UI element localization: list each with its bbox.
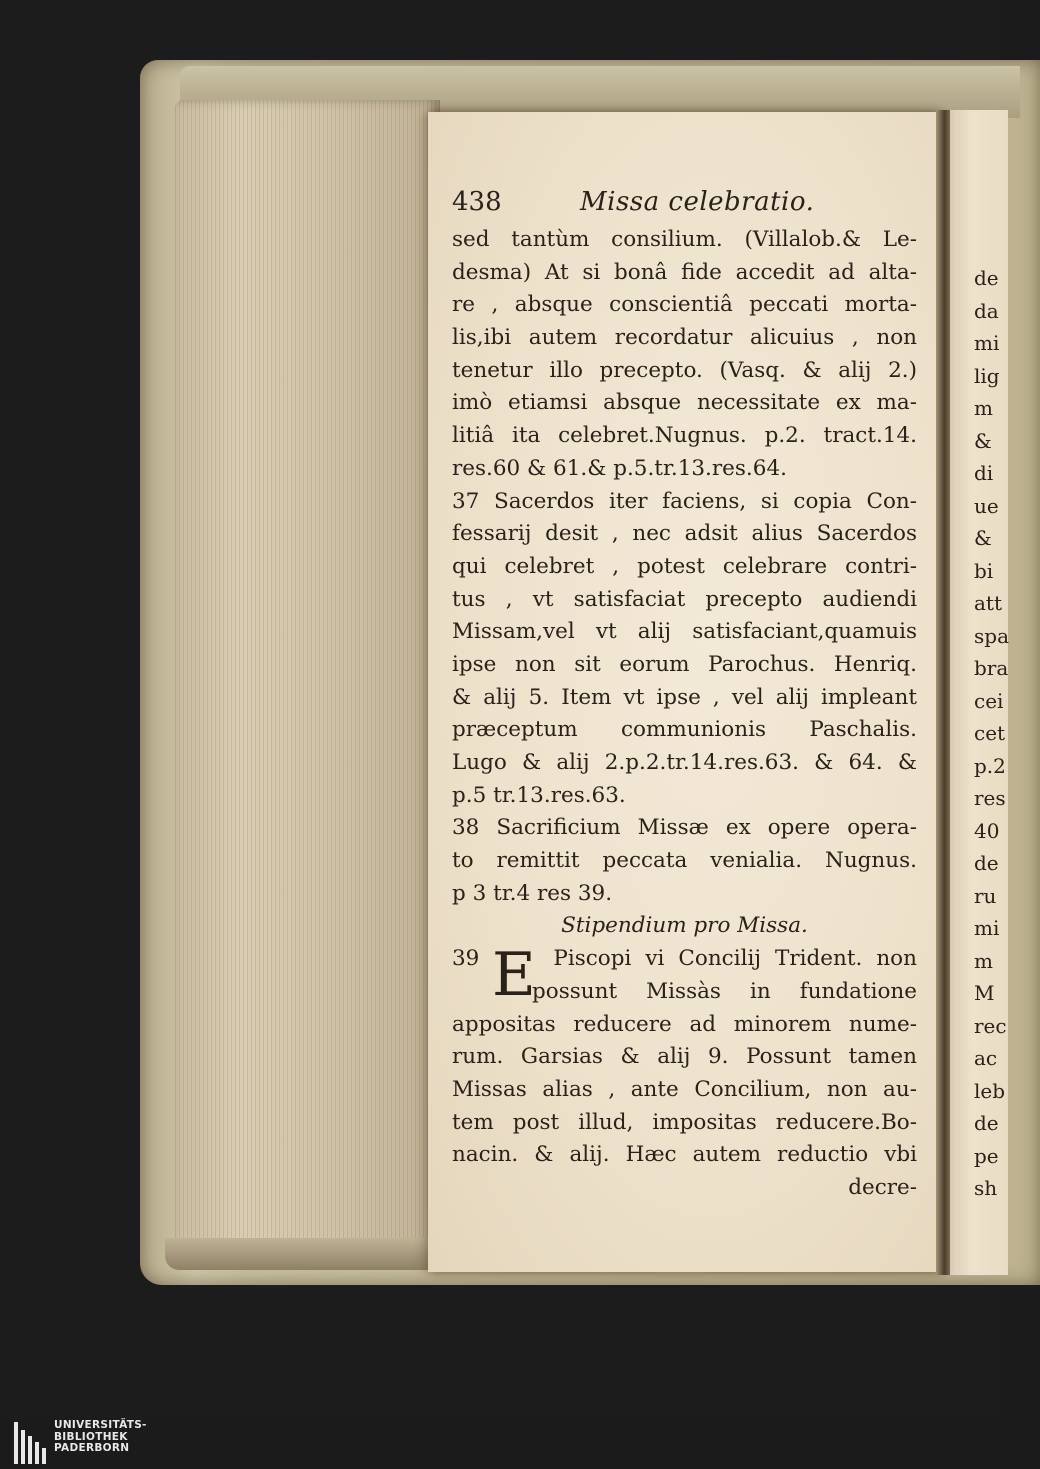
facing-page-fragment: spa bbox=[974, 623, 1009, 648]
facing-page-fragment: da bbox=[974, 298, 999, 323]
text-line: res.60 & 61.& p.5.tr.13.res.64. bbox=[452, 455, 787, 481]
text-line: Missam,vel vt alij satisfaciant,quamuis bbox=[452, 619, 917, 645]
text-line: Lugo & alij 2.p.2.tr.14.res.63. & 64. & bbox=[452, 750, 917, 775]
facing-page-fragment: de bbox=[974, 1111, 999, 1135]
facing-page-fragment: cet bbox=[974, 721, 1006, 745]
facing-page-fragment: mi bbox=[974, 916, 1000, 940]
logo-line-2: BIBLIOTHEK bbox=[54, 1430, 128, 1443]
section-heading: Stipendium pro Missa. bbox=[561, 913, 808, 939]
facing-page-fragment: bra bbox=[974, 656, 1009, 680]
text-block-1 bbox=[452, 224, 917, 910]
facing-page-fragment: sh bbox=[974, 1176, 998, 1200]
text-line: re , absque conscientiâ peccati morta- bbox=[452, 292, 917, 318]
facing-page-fragment: bi bbox=[974, 558, 994, 583]
facing-page-fragment: de bbox=[974, 851, 999, 875]
page-block-edge bbox=[175, 100, 440, 1265]
facing-page-fragment: mi bbox=[974, 331, 1000, 355]
facing-page-text bbox=[974, 262, 1009, 1205]
facing-page-fragment: cei bbox=[974, 688, 1004, 713]
text-line: tem post illud, impositas reducere.Bo- bbox=[452, 1109, 917, 1135]
running-title: Missa celebratio. bbox=[580, 187, 815, 217]
text-line-content: Piscopi vi Concilij Trident. non bbox=[553, 946, 917, 972]
text-line: sed tantùm consilium. (Villalob.& Le- bbox=[452, 227, 917, 252]
facing-page-fragment: & bbox=[974, 526, 992, 550]
facing-page-fragment: rec bbox=[974, 1013, 1007, 1038]
facing-page-fragment: ac bbox=[974, 1046, 998, 1070]
facing-page-fragment: di bbox=[974, 461, 994, 485]
facing-page-fragment: leb bbox=[974, 1078, 1006, 1103]
book-gutter bbox=[936, 110, 950, 1275]
text-line: 37 Sacerdos iter faciens, si copia Con- bbox=[452, 488, 917, 514]
text-line: rum. Garsias & alij 9. Possunt tamen bbox=[452, 1044, 917, 1070]
drop-cap: E bbox=[492, 940, 536, 1011]
text-line: p 3 tr.4 res 39. bbox=[452, 880, 613, 906]
facing-page-fragment: p.2 bbox=[974, 753, 1006, 778]
facing-page-fragment: M bbox=[974, 981, 995, 1005]
text-line: appositas reducere ad minorem nume- bbox=[452, 1011, 917, 1037]
page-block-bottom bbox=[165, 1238, 445, 1270]
text-line: desma) At si bonâ fide accedit ad alta- bbox=[452, 259, 917, 285]
facing-page-fragment: & bbox=[974, 428, 992, 453]
text-line: & alij 5. Item vt ipse , vel alij impleant bbox=[452, 684, 917, 710]
text-line: litiâ ita celebret.Nugnus. p.2. tract.14. bbox=[452, 423, 917, 449]
text-line: to remittit peccata venialia. Nugnus. bbox=[452, 848, 917, 874]
text-line: tenetur illo precepto. (Vasq. & alij 2.) bbox=[452, 357, 917, 383]
text-line: 38 Sacrificium Missæ ex opere opera- bbox=[452, 815, 917, 841]
library-logo-icon bbox=[14, 1422, 48, 1464]
logo-line-3: PADERBORN bbox=[54, 1442, 130, 1454]
text-line: ipse non sit eorum Parochus. Henriq. bbox=[452, 651, 917, 677]
paragraph-39 bbox=[452, 940, 917, 1172]
text-line: qui celebret , potest celebrare contri- bbox=[452, 553, 917, 579]
facing-page-fragment: lig bbox=[974, 363, 1000, 388]
text-line: imò etiamsi absque necessitate ex ma- bbox=[452, 390, 917, 416]
facing-page-fragment: pe bbox=[974, 1143, 999, 1168]
library-logo-text bbox=[54, 1420, 147, 1455]
catchword: decre- bbox=[848, 1174, 917, 1200]
running-header bbox=[452, 180, 917, 224]
text-line: fessarij desit , nec adsit alius Sacerdos bbox=[452, 521, 917, 547]
facing-page-fragment: de bbox=[974, 266, 999, 290]
logo-line-1: UNIVERSITÄTS- bbox=[54, 1419, 147, 1431]
facing-page-fragment: res bbox=[974, 786, 1006, 810]
logo-bar bbox=[0, 1418, 1000, 1469]
text-line: tus , vt satisfaciat precepto audiendi bbox=[452, 586, 917, 612]
page-text bbox=[452, 180, 917, 1205]
text-block-2 bbox=[452, 1009, 917, 1172]
text-line: Missas alias , ante Concilium, non au- bbox=[452, 1076, 917, 1102]
facing-page-fragment: ru bbox=[974, 883, 997, 908]
text-line: lis,ibi autem recordatur alicuius , non bbox=[452, 325, 917, 351]
facing-page-fragment: 40 bbox=[974, 818, 1000, 843]
paragraph-number: 39 bbox=[452, 946, 480, 972]
text-line: p.5 tr.13.res.63. bbox=[452, 782, 626, 808]
facing-page-fragment: ue bbox=[974, 493, 999, 518]
page-number: 438 bbox=[452, 187, 502, 217]
facing-page-fragment: att bbox=[974, 591, 1002, 615]
text-line: possunt Missàs in fundatione bbox=[532, 978, 917, 1004]
facing-page-fragment: m bbox=[974, 396, 993, 420]
facing-page-fragment: m bbox=[974, 948, 993, 973]
text-line: præceptum communionis Paschalis. bbox=[452, 717, 917, 743]
text-line: nacin. & alij. Hæc autem reductio vbi bbox=[452, 1142, 917, 1168]
